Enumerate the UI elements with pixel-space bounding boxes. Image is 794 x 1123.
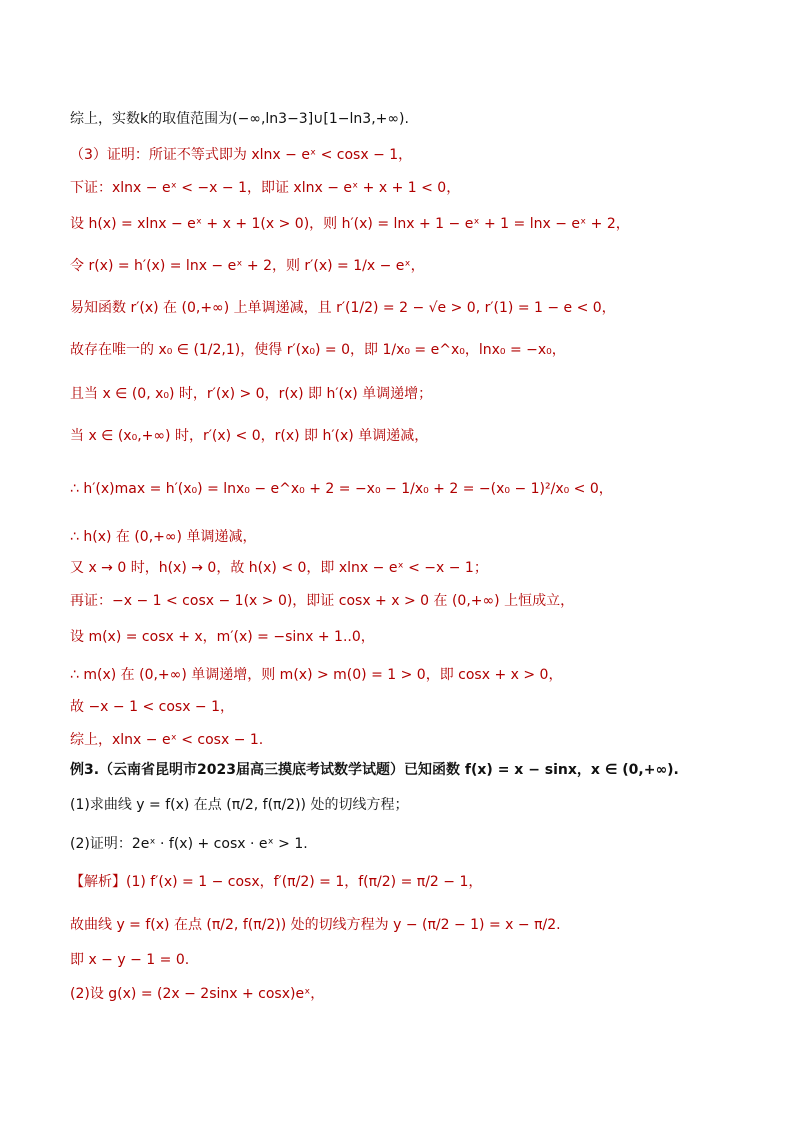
text-line: 【解析】(1) f′(x) = 1 − cosx，f′(π/2) = 1，f(π/2) = π/2 − 1， <box>70 874 483 890</box>
text-line: ∴ m(x) 在 (0,+∞) 单调递增，则 m(x) > m(0) = 1 > 0，即 cosx + x > 0， <box>70 667 563 683</box>
text-line: （3）证明：所证不等式即为 xlnx − eˣ < cosx − 1， <box>70 147 413 163</box>
text-line: 又 x → 0 时，h(x) → 0，故 h(x) < 0，即 xlnx − eˣ < −x − 1； <box>70 560 488 576</box>
text-line: 例3.（云南省昆明市2023届高三摸底考试数学试题）已知函数 f(x) = x − sinx，x ∈ (0,+∞). <box>70 762 679 778</box>
text-line: (1)求曲线 y = f(x) 在点 (π/2, f(π/2)) 处的切线方程； <box>70 797 409 813</box>
text-line: 综上，xlnx − eˣ < cosx − 1. <box>70 732 264 748</box>
text-line: (2)证明：2eˣ · f(x) + cosx · eˣ > 1. <box>70 836 308 852</box>
text-line: ∴ h′(x)max = h′(x₀) = lnx₀ − e^x₀ + 2 = −x₀ − 1/x₀ + 2 = −(x₀ − 1)²/x₀ < 0， <box>70 481 613 497</box>
text-line: 令 r(x) = h′(x) = lnx − eˣ + 2，则 r′(x) = 1/x − eˣ， <box>70 258 425 274</box>
text-line: 综上，实数k的取值范围为(−∞,ln3−3]∪[1−ln3,+∞). <box>70 111 409 127</box>
text-line: 易知函数 r′(x) 在 (0,+∞) 上单调递减，且 r′(1/2) = 2 − √e > 0, r′(1) = 1 − e < 0， <box>70 300 616 316</box>
text-line: 下证：xlnx − eˣ < −x − 1，即证 xlnx − eˣ + x + 1 < 0， <box>70 180 461 196</box>
text-line: ∴ h(x) 在 (0,+∞) 单调递减， <box>70 529 257 545</box>
text-line: (2)设 g(x) = (2x − 2sinx + cosx)eˣ， <box>70 986 325 1002</box>
text-line: 故 −x − 1 < cosx − 1， <box>70 699 235 715</box>
text-line: 再证：−x − 1 < cosx − 1(x > 0)，即证 cosx + x > 0 在 (0,+∞) 上恒成立， <box>70 593 575 609</box>
text-line: 设 h(x) = xlnx − eˣ + x + 1(x > 0)，则 h′(x) = lnx + 1 − eˣ + 1 = lnx − eˣ + 2， <box>70 216 630 232</box>
text-line: 当 x ∈ (x₀,+∞) 时，r′(x) < 0，r(x) 即 h′(x) 单调递减， <box>70 428 429 444</box>
text-line: 且当 x ∈ (0, x₀) 时，r′(x) > 0，r(x) 即 h′(x) 单调递增； <box>70 386 433 402</box>
text-line: 故曲线 y = f(x) 在点 (π/2, f(π/2)) 处的切线方程为 y − (π/2 − 1) = x − π/2. <box>70 917 561 933</box>
text-line: 即 x − y − 1 = 0. <box>70 952 190 968</box>
text-line: 设 m(x) = cosx + x，m′(x) = −sinx + 1..0， <box>70 629 375 645</box>
text-line: 故存在唯一的 x₀ ∈ (1/2,1)，使得 r′(x₀) = 0，即 1/x₀ = e^x₀，lnx₀ = −x₀， <box>70 342 566 358</box>
